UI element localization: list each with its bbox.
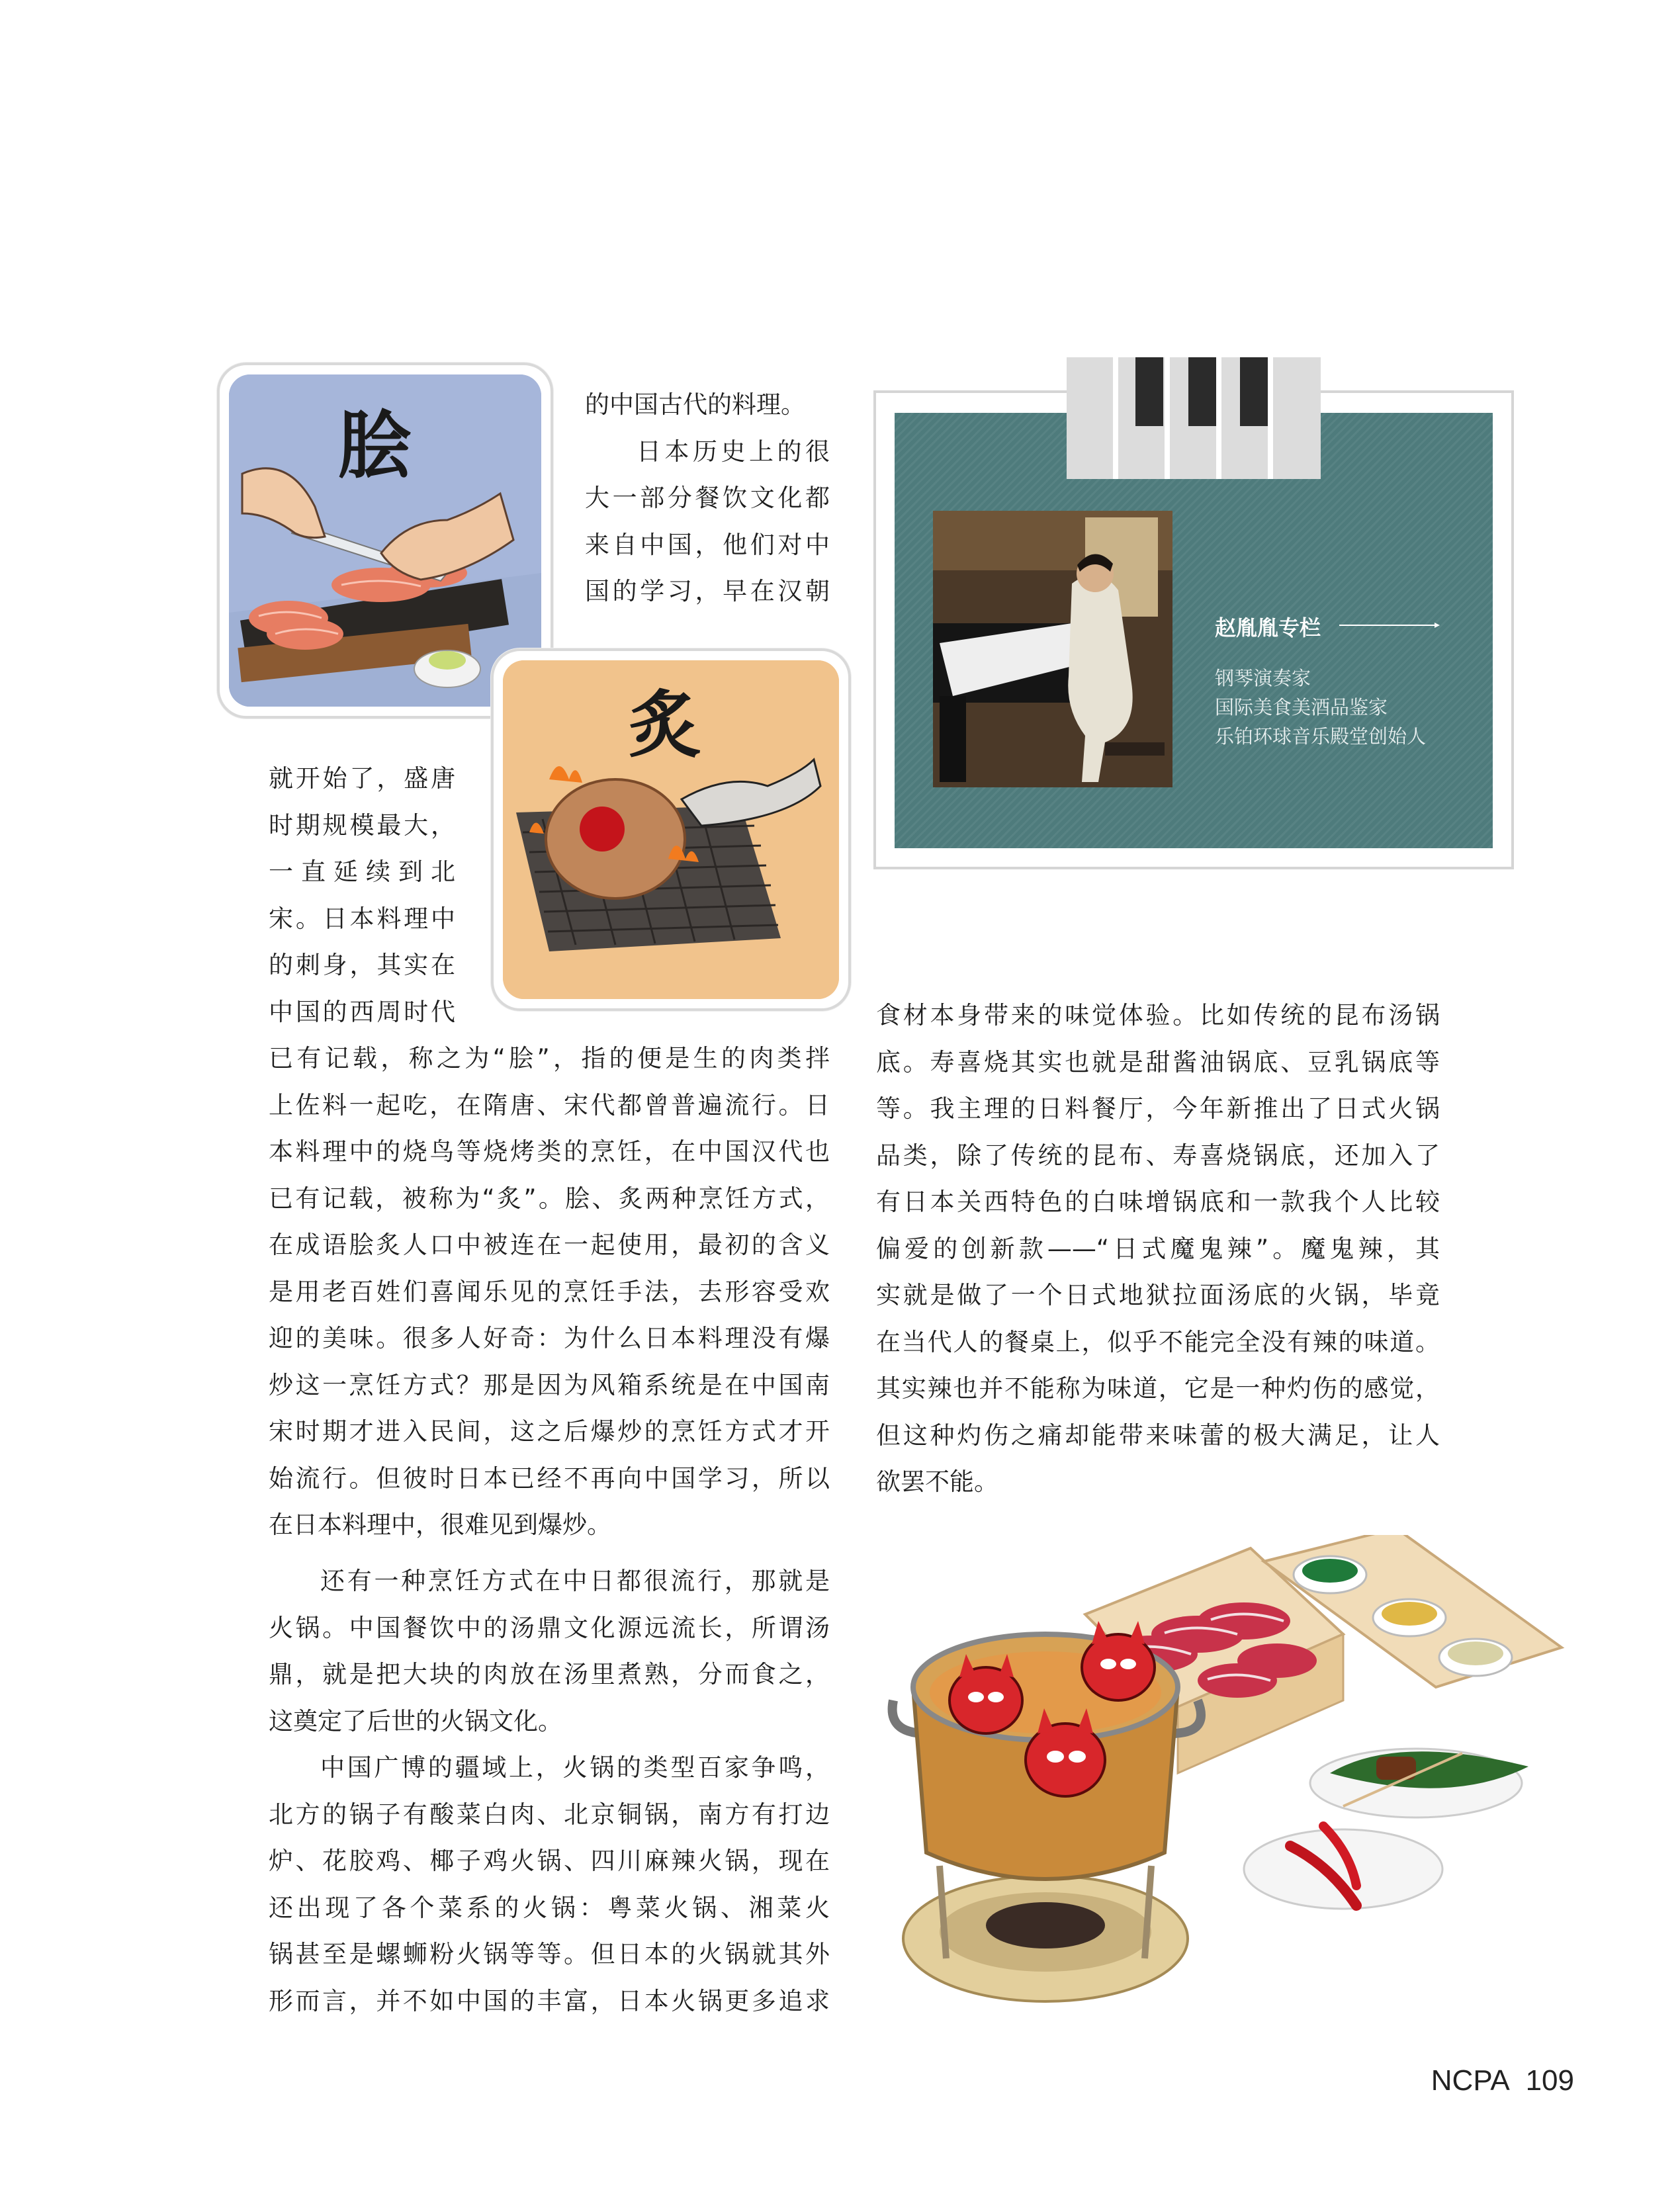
text-line: 是用老百姓们喜闻乐见的烹饪手法，去形容受欢	[269, 1277, 830, 1306]
text-line: 在当代人的餐桌上，似乎不能完全没有辣的味道。	[876, 1327, 1440, 1356]
text-line: 这奠定了后世的火锅文化。	[269, 1706, 562, 1735]
left-narrow-text	[269, 756, 455, 1035]
text-line: 等。我主理的日料餐厅，今年新推出了日式火锅	[876, 1094, 1440, 1123]
page-number: 109	[1525, 2064, 1574, 2097]
column-title-arrow-dot	[1435, 623, 1440, 628]
text-line: 偏爱的创新款——“日式魔鬼辣”。魔鬼辣，其	[876, 1234, 1440, 1263]
column-role-2: 国际美食美酒品鉴家	[1215, 696, 1388, 719]
text-line: 火锅。中国餐饮中的汤鼎文化源远流长，所谓汤	[269, 1613, 830, 1642]
text-line: 炉、花胶鸡、椰子鸡火锅、四川麻辣火锅，现在	[269, 1847, 830, 1875]
left-paragraph-1	[269, 1035, 830, 1549]
text-line: 一直延续到北	[269, 857, 455, 886]
text-line: 中国广博的疆域上，火锅的类型百家争鸣，	[320, 1753, 830, 1782]
text-line: 实就是做了一个日式地狱拉面汤底的火锅，毕竟	[876, 1281, 1440, 1309]
text-line: 形而言，并不如中国的丰富，日本火锅更多追求	[269, 1986, 830, 2015]
column-role-1: 钢琴演奏家	[1215, 667, 1311, 689]
text-line: 来自中国，他们对中	[585, 530, 830, 559]
text-line: 北方的锅子有酸菜白肉、北京铜锅，南方有打边	[269, 1800, 830, 1829]
text-line: 炒这一烹饪方式？那是因为风箱系统是在中国南	[269, 1370, 830, 1399]
text-line: 日本历史上的很	[637, 437, 830, 466]
text-line: 还有一种烹饪方式在中日都很流行，那就是	[320, 1567, 830, 1595]
text-line: 已有记载，被称为“炙”。脍、炙两种烹饪方式，	[269, 1184, 830, 1213]
text-line: 在成语脍炙人口中被连在一起使用，最初的含义	[269, 1231, 830, 1259]
text-line: 食材本身带来的味觉体验。比如传统的昆布汤锅	[876, 1001, 1440, 1029]
text-line: 已有记载，称之为“脍”，指的便是生的肉类拌	[269, 1044, 830, 1072]
zhi-character: 炙	[629, 682, 701, 767]
pianist-photo	[933, 511, 1172, 787]
text-line: 品类，除了传统的昆布、寿喜烧锅底，还加入了	[876, 1141, 1440, 1170]
text-line: 在日本料理中，很难见到爆炒。	[269, 1510, 611, 1539]
left-paragraph-2	[269, 1558, 830, 1745]
text-line: 就开始了，盛唐	[269, 764, 455, 793]
page-footer	[1431, 2064, 1574, 2097]
left-top-text	[585, 382, 830, 615]
text-line: 其实辣也并不能称为味道，它是一种灼伤的感觉，	[876, 1374, 1440, 1403]
column-title: 赵胤胤专栏	[1215, 615, 1321, 640]
text-line: 但这种灼伤之痛却能带来味蕾的极大满足，让人	[876, 1421, 1440, 1450]
text-line: 上佐料一起吃，在隋唐、宋代都曾普遍流行。日	[269, 1090, 830, 1119]
magazine-name: NCPA	[1431, 2064, 1509, 2097]
left-paragraph-3	[269, 1745, 830, 2025]
text-line: 中国的西周时代	[269, 997, 455, 1026]
kuai-character: 脍	[338, 403, 411, 488]
text-line: 欲罢不能。	[876, 1467, 998, 1496]
text-line: 国的学习，早在汉朝	[585, 577, 830, 605]
hotpot-illustration	[867, 1535, 1568, 2025]
text-line: 本料理中的烧鸟等烧烤类的烹饪，在中国汉代也	[269, 1137, 830, 1166]
text-line: 还出现了各个菜系的火锅：粤菜火锅、湘菜火	[269, 1893, 830, 1922]
text-line: 时期规模最大，	[269, 810, 455, 840]
text-line: 大一部分餐饮文化都	[585, 484, 830, 512]
piano-keys-decoration	[1067, 357, 1321, 479]
right-paragraph	[876, 992, 1440, 1506]
text-line: 始流行。但彼时日本已经不再向中国学习，所以	[269, 1464, 830, 1493]
text-line: 鼎，就是把大块的肉放在汤里煮熟，分而食之，	[269, 1660, 830, 1688]
text-line: 的刺身，其实在	[269, 951, 455, 979]
text-line: 锅甚至是螺蛳粉火锅等等。但日本的火锅就其外	[269, 1940, 830, 1968]
column-role-3: 乐铂环球音乐殿堂创始人	[1215, 725, 1427, 748]
text-line: 有日本关西特色的白味增锅底和一款我个人比较	[876, 1188, 1440, 1216]
text-line: 的中国古代的料理。	[585, 390, 805, 419]
zhi-illustration-frame	[491, 648, 851, 1011]
text-line: 底。寿喜烧其实也就是甜酱油锅底、豆乳锅底等	[876, 1047, 1440, 1076]
text-line: 宋时期才进入民间，这之后爆炒的烹饪方式才开	[269, 1417, 830, 1446]
text-line: 宋。日本料理中	[269, 904, 455, 933]
text-line: 迎的美味。很多人好奇：为什么日本料理没有爆	[269, 1324, 830, 1352]
column-title-arrow	[1339, 625, 1438, 626]
